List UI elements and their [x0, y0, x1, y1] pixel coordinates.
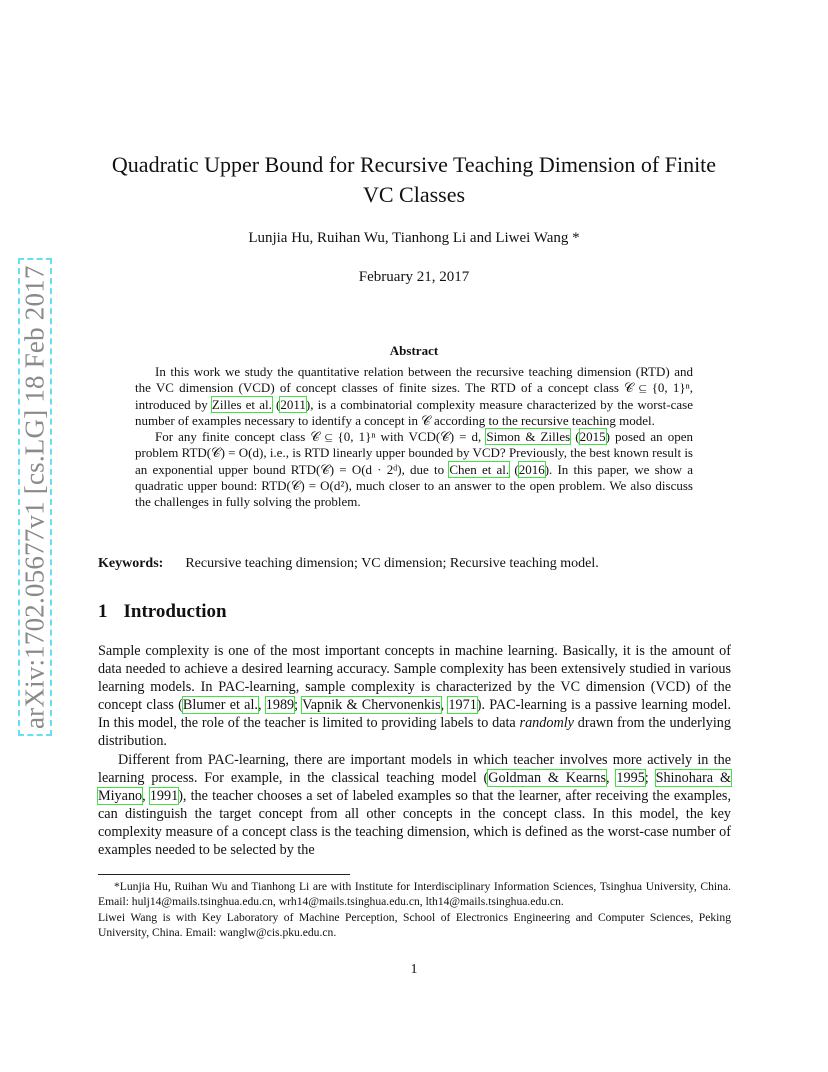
keywords-text: Recursive teaching dimension; VC dimension; Recursive teaching model. [185, 556, 599, 571]
citation-year-link[interactable]: 2011 [280, 396, 306, 412]
footnote-affiliation-1: *Lunjia Hu, Ruihan Wu and Tianhong Li are with Institute for Interdisciplinary Information Sciences, Tsinghua University, China. Email: hulj14@mails.tsinghua.edu.cn, wrh14@mails.tsinghua.edu.cn, lth14@mails.tsinghua.edu.cn. [98, 880, 731, 909]
section-title: Introduction [123, 601, 227, 622]
page-number: 1 [410, 962, 418, 977]
abstract-paragraph [135, 364, 693, 429]
text-run: , [440, 697, 449, 714]
text-run: ), the teacher chooses a set of labeled examples so that the learner, after receiving the examples, can distinguish the target concept from all other concepts in the concept class. In this model, the key complexity measure of a concept class is the teaching dimension, which is defined as the worst-case number of examples needed to be selected by the [98, 787, 732, 859]
text-run: , [606, 769, 617, 786]
keywords-line [98, 556, 738, 572]
arxiv-stamp[interactable]: arXiv:1702.05677v1 [cs.LG] 18 Feb 2017 [18, 258, 52, 736]
text-run: Different from PAC-learning, there are important models in which teacher involves more actively in the learning process. For example, in the classical teaching model ( [98, 751, 731, 786]
citation-year-link[interactable]: 2016 [518, 461, 545, 477]
text-run: , [142, 787, 150, 804]
citation-year-link[interactable]: 2015 [579, 429, 606, 445]
text-run: ), is a combinatorial complexity measure characterized by the worst-case number of examples necessary to identify a concept in 𝒞 according to the recursive teaching model. [135, 396, 693, 428]
citation-link[interactable]: Vapnik & Chervonenkis [302, 697, 441, 714]
citation-link[interactable]: Simon & Zilles [486, 429, 571, 445]
citation-link[interactable]: Zilles et al. [211, 396, 272, 412]
citation-year-link[interactable]: 1971 [448, 697, 477, 714]
text-run: In this work we study the quantitative relation between the recursive teaching dimension (RTD) and the VC dimension (VCD) of concept classes of finite sizes. The RTD of a concept class 𝒞 ⊆ {0, 1}ⁿ, introduced by [135, 364, 693, 412]
body-paragraph [98, 642, 731, 751]
author-list: Lunjia Hu, Ruihan Wu, Tianhong Li and Liwei Wang * [248, 230, 580, 246]
abstract-paragraph [135, 429, 693, 510]
keywords-label: Keywords: [98, 556, 164, 571]
text-run: ). PAC-learning is a passive learning model. In this model, the role of the teacher is limited to providing labels to data [98, 697, 732, 732]
text-run: Sample complexity is one of the most important concepts in machine learning. Basically, it is the amount of data needed to achieve a desired learning accuracy. Sample complexity has been extensively studied in various learning models. In PAC-learning, sample complexity is characterized by the VC dimension (VCD) of the concept class ( [98, 643, 731, 714]
footnote-divider [98, 874, 350, 875]
abstract-body [135, 364, 693, 511]
section-heading [98, 601, 227, 623]
text-run: ( [509, 461, 519, 477]
citation-link[interactable]: Blumer et al. [182, 697, 258, 714]
footnote-affiliation-2: Liwei Wang is with Key Laboratory of Machine Perception, School of Electronics Engineering and Computer Sciences, Peking University, China. Email: wanglw@cis.pku.edu.cn. [98, 910, 731, 940]
text-run: ; [294, 697, 303, 714]
paper-title: Quadratic Upper Bound for Recursive Teaching Dimension of Finite VC Classes [111, 152, 717, 207]
text-run: drawn from the underlying distribution. [98, 715, 731, 750]
section-number: 1 [98, 601, 108, 622]
citation-year-link[interactable]: 1995 [616, 769, 645, 786]
citation-link[interactable]: Chen et al. [449, 461, 510, 477]
footnote [98, 879, 731, 941]
citation-year-link[interactable]: 1989 [265, 697, 295, 714]
body-paragraph [98, 751, 731, 860]
text-run: ; [644, 769, 656, 786]
citation-link[interactable]: Goldman & Kearns [488, 769, 606, 786]
citation-link[interactable]: Shinohara & Miyano [98, 769, 731, 804]
text-run: For any finite concept class 𝒞 ⊆ {0, 1}ⁿ with VCD(𝒞) = d, [155, 429, 487, 445]
intro-body [98, 642, 731, 859]
text-run: ). In this paper, we show a quadratic upper bound: RTD(𝒞) = O(d²), much closer to an answer to the open problem. We also discuss the challenges in fully solving the problem. [135, 461, 693, 510]
text-run: ( [271, 396, 281, 412]
publication-date: February 21, 2017 [358, 269, 470, 285]
text-run: , [257, 697, 266, 714]
text-run: ( [570, 429, 580, 445]
citation-year-link[interactable]: 1991 [149, 787, 179, 804]
abstract-heading: Abstract [389, 343, 439, 358]
emphasis-text: randomly [519, 715, 574, 732]
text-run: ) posed an open problem RTD(𝒞) = O(d), i.e., is RTD linearly upper bounded by VCD? Previously, the best known result is an exponential upper bound RTD(𝒞) = O(d · 2ᵈ), due to [135, 429, 693, 477]
